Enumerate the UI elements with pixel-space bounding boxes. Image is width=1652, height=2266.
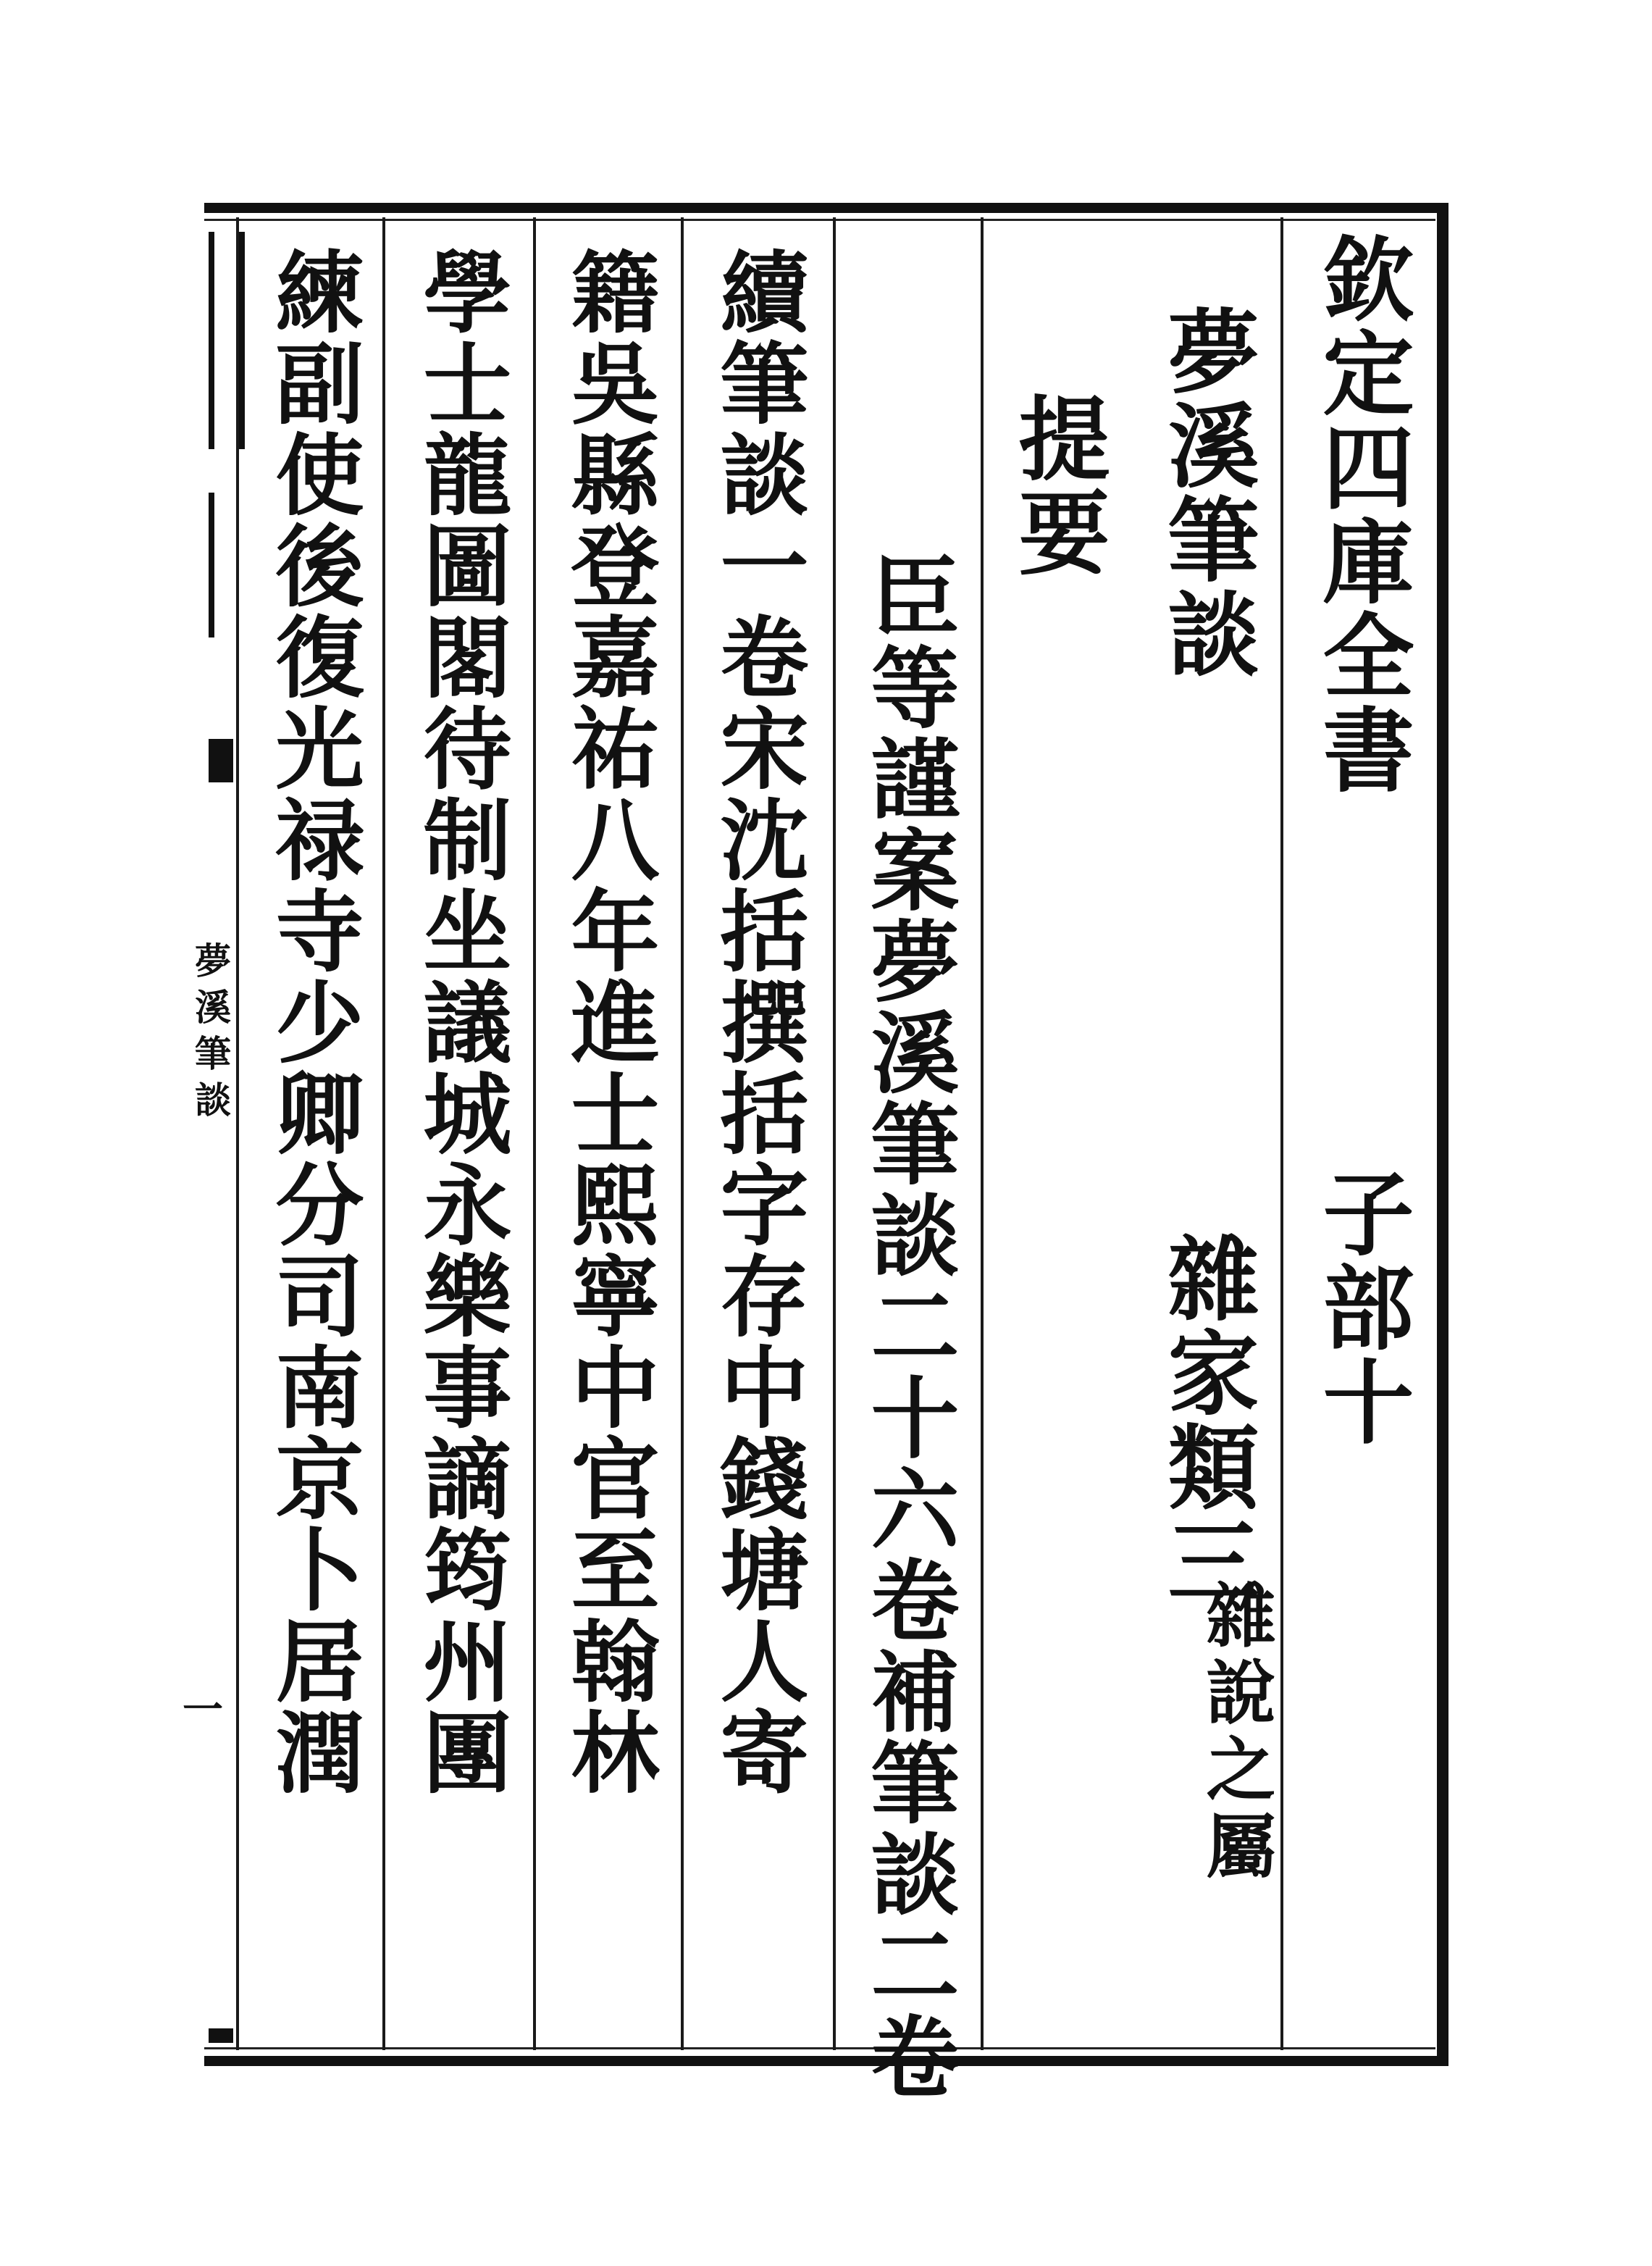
subcategory-note: 雜說之屬 <box>1195 1579 1277 1886</box>
body-line-4: 學士龍圖閣待制坐議城永樂事謫筠州團 <box>408 246 513 1798</box>
body-line-1: 臣等謹案夢溪筆談二十六卷補筆談二卷 <box>856 551 960 2102</box>
section-heading: 提要 <box>1004 391 1111 580</box>
body-line-3: 籍吳縣登嘉祐八年進士熙寧中官至翰林 <box>556 246 661 1798</box>
fore-edge-fragment <box>209 493 239 637</box>
fore-edge-strip <box>209 232 230 2036</box>
frame-top-border <box>204 203 1448 213</box>
fore-edge-fragment <box>209 232 245 449</box>
frame-inner-bottom-border <box>204 2047 1435 2049</box>
column-divider <box>981 217 984 2050</box>
frame-inner-top-border <box>204 219 1435 221</box>
column-divider <box>382 217 385 2050</box>
column-divider <box>681 217 684 2050</box>
subcategory-label: 雜家類三 <box>1153 1232 1260 1608</box>
fore-edge-fragment <box>209 2028 233 2043</box>
book-title: 夢溪筆談 <box>1153 304 1260 681</box>
frame-right-border <box>1437 203 1448 2066</box>
column-divider <box>1280 217 1283 2050</box>
column-divider <box>533 217 536 2050</box>
frame-bottom-border <box>204 2056 1448 2066</box>
fore-edge-book-title: 夢溪筆談 <box>189 942 232 1127</box>
body-line-5: 練副使後復光禄寺少卿分司南京卜居潤 <box>261 246 365 1798</box>
column-divider <box>833 217 836 2050</box>
collection-title: 欽定四庫全書 <box>1308 232 1415 797</box>
category-label: 子部十 <box>1308 1166 1415 1449</box>
fore-edge-page-number: 一 <box>176 1688 224 1728</box>
fish-tail-mark <box>209 739 233 782</box>
body-line-2: 續筆談一卷宋沈括撰括字存中錢塘人寄 <box>705 246 810 1798</box>
